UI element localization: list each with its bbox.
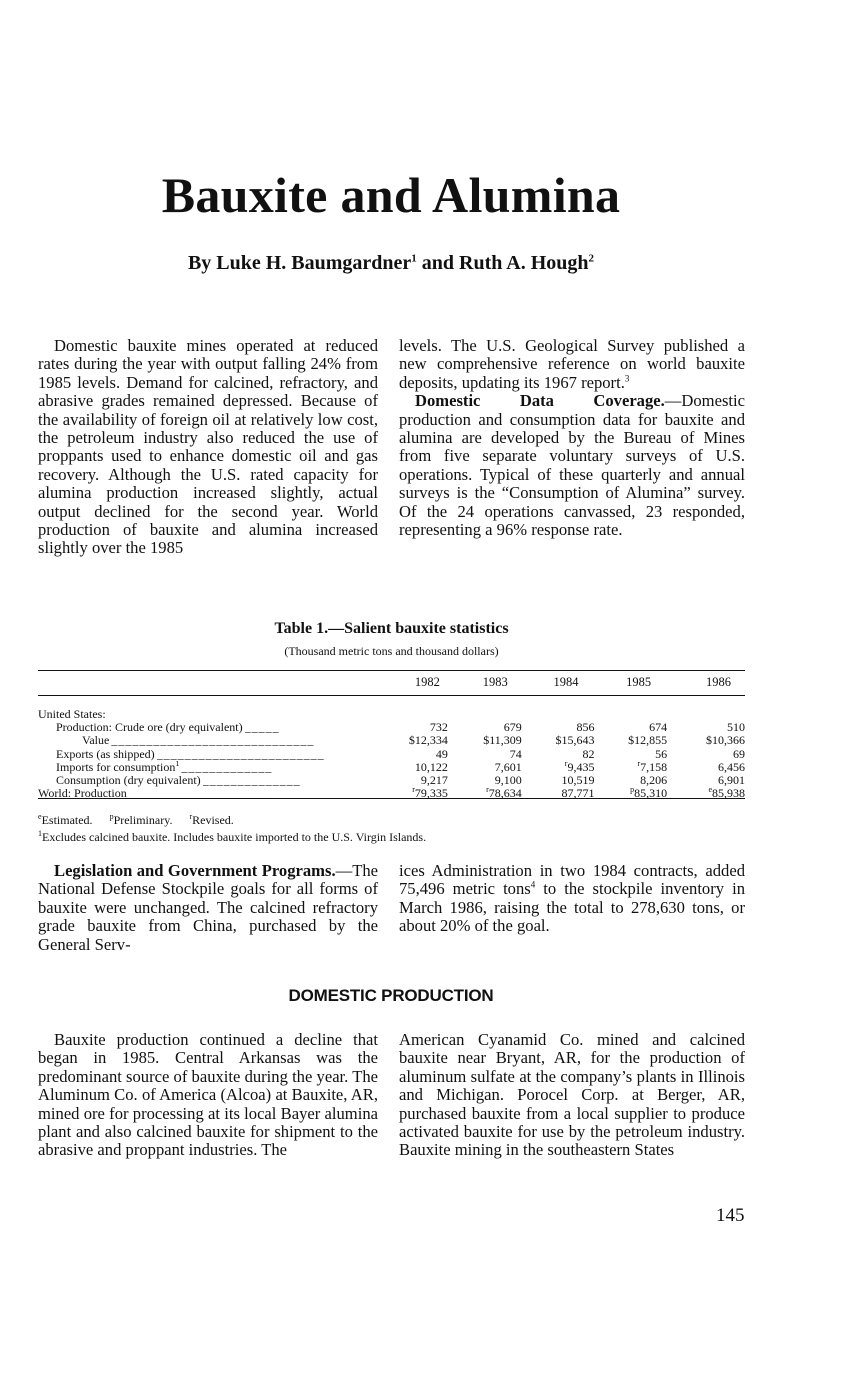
table-footnote: $^1$Excludes calcined bauxite. Includes bauxite imported to the U.S. Virgin Islands. xyxy=(38,829,427,844)
table-legend: $^e$Estimated. $^p$Preliminary. $^r$Revised. xyxy=(38,812,234,827)
table-cell: $^p$85,310 xyxy=(630,785,668,801)
author-text-2: and Ruth A. Hough xyxy=(416,252,589,274)
table-cell: 49 xyxy=(435,746,448,761)
production-left-column xyxy=(38,1031,378,1160)
coverage-text: —Domestic production and consumption data for bauxite and alumina are developed by the Bureau of Mines from five separate voluntary surveys of U.S. operations. Typical of these quarterly and annual surveys is the “Consumption of Alumina” survey. Of the 24 operations canvassed, 23 responded, representing a 96% response rate. xyxy=(399,391,745,540)
table-row xyxy=(38,787,745,800)
table-cell: 69 xyxy=(733,746,745,761)
author-text-1: By Luke H. Baumgardner xyxy=(187,252,412,274)
table-cell: 6,901 xyxy=(718,773,745,788)
table-header-row xyxy=(38,672,745,698)
preliminary-note: Preliminary. xyxy=(113,813,173,827)
table-cell: 82 xyxy=(582,746,595,761)
table-top-rule xyxy=(38,670,745,671)
table-cell: $11,309 xyxy=(483,733,522,748)
table-cell: $^r$7,158 xyxy=(637,758,668,774)
revised-note: Revised. xyxy=(192,813,234,827)
year-header: 1985 xyxy=(626,675,652,689)
authors-line xyxy=(0,252,782,275)
legislation-continued-paragraph: ices Administration in two 1984 contracts, added 75,496 metric tons$^4$ to the stockpile inventory in March 1986, raising the total to 278,630 tons, or about 20% of the goal. xyxy=(399,861,745,936)
year-header: 1983 xyxy=(482,675,508,689)
author-footnote-mark-1: 1 xyxy=(411,252,417,265)
legislation-left-column xyxy=(38,862,378,954)
production-continued-paragraph: American Cyanamid Co. mined and calcined bauxite near Bryant, AR, for the production of aluminum sulfate at the company’s plants in Illinois and Michigan. Porocel Corp. at Berger, AR, purchased bauxite from a local supplier to produce activated bauxite for use by the petroleum industry. Bauxite mining in the southeastern States xyxy=(399,1030,745,1160)
legislation-right-column xyxy=(399,862,745,936)
table-cell: 8,206 xyxy=(640,773,668,788)
group-label: United States: xyxy=(38,707,106,721)
table-header-label xyxy=(38,672,378,698)
year-header: 1984 xyxy=(553,675,579,689)
row-label: Imports for consumption$^1$ _____________ xyxy=(56,760,273,774)
intro-continued-paragraph xyxy=(399,337,745,392)
page-number: 145 xyxy=(716,1205,745,1226)
intro-continued-text: levels. The U.S. Geological Survey published a new comprehensive reference on world bauxite deposits, updating its 1967 report. xyxy=(399,336,745,392)
row-label: World: Production ____________________ xyxy=(38,787,269,801)
legislation-text: —The National Defense Stockpile goals for all forms of bauxite were unchanged. The calcined refractory grade bauxite from China, purchased by the General Serv- xyxy=(38,861,378,954)
table-cell: 56 xyxy=(655,746,668,761)
table-cell: 9,100 xyxy=(494,773,522,788)
table-group-row xyxy=(38,708,745,721)
table-subtitle: (Thousand metric tons and thousand dollars) xyxy=(284,644,499,658)
intro-paragraph: Domestic bauxite mines operated at reduced rates during the year with output falling 24% from 1985 levels. Demand for calcined, refractory, and abrasive grades remained depressed. Because of the availability of foreign oil at relatively low cost, the petroleum industry also reduced the use of proppants used to enhance domestic oil and gas recovery. Although the U.S. rated capacity for alumina production increased slightly, actual output declined for the second year. World production of bauxite and alumina increased slightly over the 1985 xyxy=(38,336,378,558)
section-heading: DOMESTIC PRODUCTION xyxy=(288,986,494,1005)
table-row xyxy=(38,734,745,747)
table-cell: $12,855 xyxy=(628,733,668,748)
table-cell: $^r$9,435 xyxy=(564,758,595,774)
coverage-lead: Domestic Data Coverage. xyxy=(415,391,665,411)
row-label: Consumption (dry equivalent) ______________ xyxy=(56,774,301,788)
year-header: 1986 xyxy=(706,675,731,689)
table-cell: $15,643 xyxy=(555,733,595,748)
table-cell: 510 xyxy=(727,720,745,735)
table-cell: 74 xyxy=(509,746,522,761)
year-header: 1982 xyxy=(414,675,440,689)
table-cell: 10,122 xyxy=(414,759,448,774)
estimated-note: Estimated. xyxy=(41,813,93,827)
table-title: Table 1.—Salient bauxite statistics xyxy=(274,620,509,637)
production-paragraph: Bauxite production continued a decline that began in 1985. Central Arkansas was the predominant source of bauxite during the year. The Aluminum Co. of America (Alcoa) at Bauxite, AR, mined ore for processing at its local Bayer alumina plant and also calcined bauxite for shipment to the abrasive and proppant industries. The xyxy=(38,1030,378,1160)
row-label: Value _____________________________ xyxy=(82,734,315,748)
table-cell: 679 xyxy=(503,720,522,735)
table-notes xyxy=(38,810,426,844)
intro-right-column xyxy=(399,337,745,539)
salient-statistics-table xyxy=(38,672,745,800)
table-cell: 9,217 xyxy=(420,773,448,788)
footnote-mark-1: 1 xyxy=(175,760,180,768)
table-cell: 7,601 xyxy=(494,759,522,774)
table-cell: 6,456 xyxy=(718,759,745,774)
legislation-paragraph xyxy=(38,862,378,954)
table-cell: $12,334 xyxy=(408,733,448,748)
table-row xyxy=(38,761,745,774)
table-cell: 856 xyxy=(576,720,595,735)
legislation-lead: Legislation and Government Programs. xyxy=(54,861,336,880)
table-cell: $^e$85,938 xyxy=(708,785,745,801)
table-cell: 674 xyxy=(649,720,668,735)
production-right-column xyxy=(399,1031,745,1160)
table-cell: 732 xyxy=(429,720,448,735)
table-cell: 87,771 xyxy=(561,786,595,801)
author-footnote-mark-2: 2 xyxy=(588,252,595,265)
row-label: Exports (as shipped) ________________________ xyxy=(56,747,325,761)
row-label: Production: Crude ore (dry equivalent) _____ xyxy=(56,721,280,735)
table-cell: $^r$78,634 xyxy=(486,785,522,801)
table-cell: $10,366 xyxy=(706,733,745,748)
intro-left-column xyxy=(38,337,378,558)
footnote-mark-4: 4 xyxy=(530,879,536,890)
table-cell: $^r$79,335 xyxy=(412,785,448,801)
footnote-mark-3: 3 xyxy=(624,373,630,384)
table-cell: 10,519 xyxy=(561,773,595,788)
coverage-paragraph xyxy=(399,392,745,539)
page-title: Bauxite and Alumina xyxy=(161,167,621,223)
